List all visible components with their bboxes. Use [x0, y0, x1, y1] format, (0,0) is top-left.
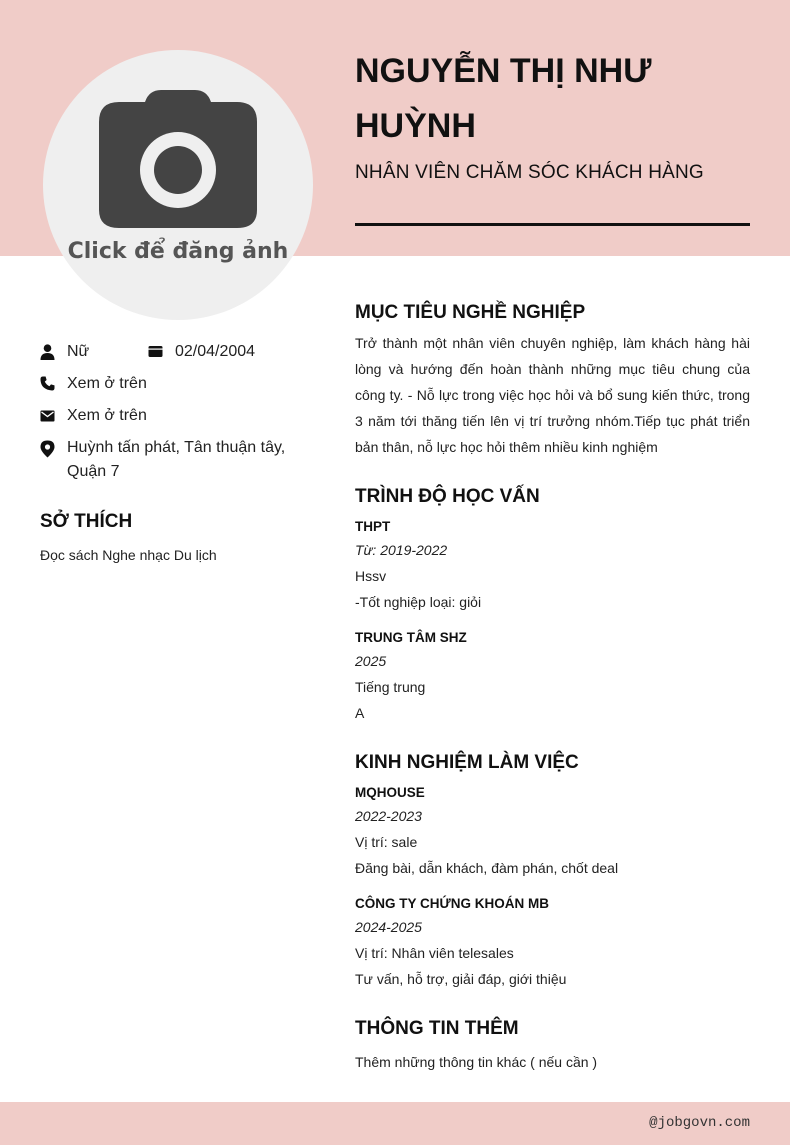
entry-detail: Tư vấn, hỗ trợ, giải đáp, giới thiệu: [355, 971, 567, 987]
entry-time: 2024-2025: [355, 919, 422, 935]
education-entry: [355, 517, 750, 615]
phone-row: [40, 372, 320, 396]
entry-title: MQHOUSE: [355, 785, 425, 800]
objective-section: [355, 300, 750, 460]
experience-heading: KINH NGHIỆM LÀM VIỆC: [355, 752, 579, 773]
birthday-item: [148, 340, 255, 364]
entry-detail: Vị trí: sale: [355, 834, 418, 850]
experience-section: [355, 750, 750, 992]
entry-time: 2022-2023: [355, 808, 422, 824]
additional-heading: THÔNG TIN THÊM: [355, 1018, 519, 1039]
avatar-upload[interactable]: [43, 50, 313, 320]
personal-info: [40, 340, 320, 492]
birthday-value: 02/04/2004: [175, 343, 256, 360]
entry-time: Từ: 2019-2022: [355, 542, 448, 558]
entry-detail: A: [355, 705, 365, 721]
entry-detail: Tiếng trung: [355, 679, 426, 695]
address-value: Huỳnh tấn phát, Tân thuận tây, Quận 7: [67, 439, 286, 480]
location-pin-icon: [40, 440, 55, 458]
hobbies-text: Đọc sách Nghe nhạc Du lịch: [40, 547, 217, 563]
entry-detail: Hssv: [355, 568, 387, 584]
gender-value: Nữ: [67, 343, 90, 360]
calendar-icon: [148, 344, 163, 358]
education-entry: [355, 628, 750, 726]
entry-detail: Đăng bài, dẫn khách, đàm phán, chốt deal: [355, 860, 619, 876]
experience-entry: [355, 783, 750, 881]
additional-text: Thêm những thông tin khác ( nếu cần ): [355, 1054, 598, 1070]
objective-heading: MỤC TIÊU NGHỀ NGHIỆP: [355, 302, 586, 323]
avatar-caption: Click để đăng ảnh: [67, 239, 289, 264]
entry-detail: Vị trí: Nhân viên telesales: [355, 945, 514, 961]
entry-title: TRUNG TÂM SHZ: [355, 630, 467, 645]
entry-time: 2025: [355, 653, 387, 669]
envelope-icon: [40, 408, 55, 423]
phone-value: Xem ở trên: [67, 375, 147, 392]
experience-entry: [355, 894, 750, 992]
job-title: NHÂN VIÊN CHĂM SÓC KHÁCH HÀNG: [355, 162, 704, 183]
education-section: [355, 484, 750, 726]
footer-brand: @jobgovn.com: [649, 1115, 750, 1131]
entry-title: THPT: [355, 519, 391, 534]
email-value: Xem ở trên: [67, 407, 147, 424]
gender-item: [40, 340, 148, 364]
additional-section: [355, 1016, 750, 1075]
objective-text: Trở thành một nhân viên chuyên nghiệp, làm khách hàng hài lòng và hướng đến hoàn thành những mục tiêu chung của công ty. - Nỗ lực trong việc học hỏi và bổ sung kiến thức, trong 3 năm tới thăng tiến lên vị trí trưởng nhóm.Tiếp tục phát triển bản thân, nỗ lực học hỏi thêm nhiều kinh nghiệm: [355, 335, 750, 455]
candidate-name: NGUYỄN THỊ NHƯ HUỲNH: [355, 52, 652, 145]
person-icon: [40, 344, 55, 360]
phone-icon: [40, 376, 55, 391]
gender-birthday-row: [40, 340, 320, 364]
entry-title: CÔNG TY CHỨNG KHOÁN MB: [355, 896, 549, 911]
camera-icon: [97, 88, 259, 230]
education-heading: TRÌNH ĐỘ HỌC VẤN: [355, 486, 540, 507]
address-row: [40, 436, 320, 484]
hobbies-heading: SỞ THÍCH: [40, 511, 133, 532]
email-row: [40, 404, 320, 428]
header-divider: [355, 223, 750, 226]
entry-detail: -Tốt nghiệp loại: giỏi: [355, 594, 482, 610]
